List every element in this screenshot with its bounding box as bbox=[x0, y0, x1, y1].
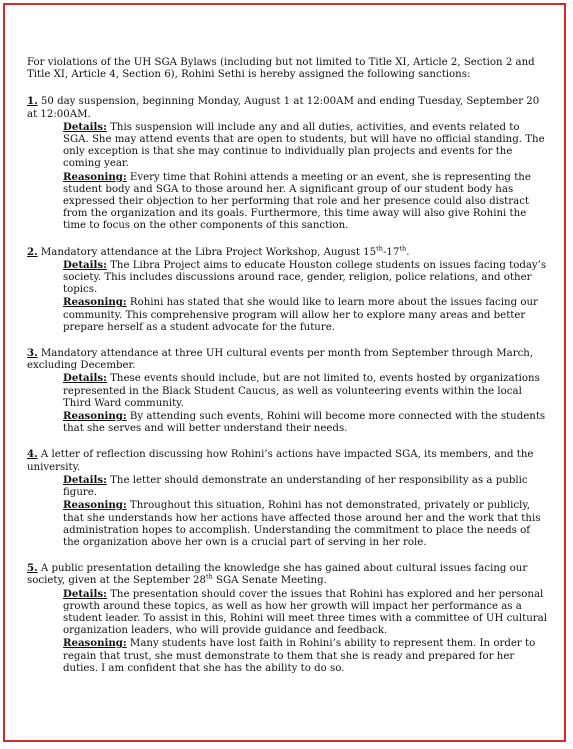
reasoning-paragraph bbox=[63, 637, 547, 675]
reasoning-label: Reasoning: bbox=[63, 296, 127, 309]
details-text: These events should include, but are not limited to, events hosted by organizations represented in the Black Student Caucus, as well as volunteering events within the local Third Ward community. bbox=[63, 373, 540, 409]
sanction-heading bbox=[27, 347, 547, 372]
sanction-number: 4. bbox=[27, 448, 38, 461]
sanction-heading bbox=[27, 562, 547, 587]
details-paragraph bbox=[63, 372, 547, 410]
sanction-3 bbox=[27, 347, 547, 435]
details-label: Details: bbox=[63, 372, 107, 385]
sanction-title: Mandatory attendance at the Libra Project Workshop, August 15 bbox=[37, 246, 377, 258]
sanction-2 bbox=[27, 246, 547, 334]
sanction-heading bbox=[27, 448, 547, 473]
details-label: Details: bbox=[63, 587, 107, 600]
reasoning-paragraph bbox=[63, 296, 547, 334]
document-body bbox=[27, 57, 547, 688]
sanction-number: 1. bbox=[27, 95, 38, 108]
sanction-title: A letter of reflection discussing how Rohini’s actions have impacted SGA, its members, and the university. bbox=[27, 449, 534, 473]
details-text: This suspension will include any and all duties, activities, and events related to SGA. She may attend events that are open to students, but will have no official standing. The only exception is that she may continue to individually plan projects and events for the coming year. bbox=[63, 121, 545, 170]
reasoning-label: Reasoning: bbox=[63, 637, 127, 650]
reasoning-label: Reasoning: bbox=[63, 499, 127, 512]
sanction-5 bbox=[27, 562, 547, 675]
sanction-title: A public presentation detailing the knowledge she has gained about cultural issues facing our society, given at the September 28 bbox=[27, 563, 528, 587]
sanction-heading bbox=[27, 246, 547, 259]
sanction-heading bbox=[27, 95, 547, 120]
reasoning-paragraph bbox=[63, 171, 547, 233]
sanction-title: Mandatory attendance at three UH cultural events per month from September through March, excluding December. bbox=[27, 348, 534, 372]
details-paragraph bbox=[63, 474, 547, 499]
ordinal-suffix: th bbox=[205, 572, 213, 581]
reasoning-text: Throughout this situation, Rohini has not demonstrated, privately or publicly, that she understands how her actions have affected those around her and the work that this administration hopes to accomplish. Understanding the commitment to place the needs of the organization above her own is a crucial part of serving in her role. bbox=[63, 500, 541, 548]
sanction-4 bbox=[27, 448, 547, 549]
sanction-title: 50 day suspension, beginning Monday, August 1 at 12:00AM and ending Tuesday, September 20 at 12:00AM. bbox=[27, 96, 540, 120]
reasoning-label: Reasoning: bbox=[63, 410, 127, 423]
sanction-title-end: . bbox=[406, 246, 410, 258]
sanction-1 bbox=[27, 95, 547, 232]
ordinal-suffix: th bbox=[399, 244, 407, 253]
details-label: Details: bbox=[63, 258, 107, 271]
sanction-number: 5. bbox=[27, 562, 38, 575]
details-paragraph bbox=[63, 588, 547, 638]
reasoning-text: By attending such events, Rohini will become more connected with the students that she serves and will better understand their needs. bbox=[63, 411, 546, 435]
details-paragraph bbox=[63, 259, 547, 297]
reasoning-text: Many students have lost faith in Rohini’s ability to represent them. In order to regain that trust, she must demonstrate to them that she is ready and prepared for her duties. I am confident that she has the ability to do so. bbox=[63, 638, 536, 674]
sanction-number: 2. bbox=[27, 245, 38, 258]
intro-paragraph: For violations of the UH SGA Bylaws (including but not limited to Title XI, Article 2, Section 2 and Title XI, Article 4, Section 6), Rohini Sethi is hereby assigned the following sanctions: bbox=[27, 57, 535, 81]
details-text: The letter should demonstrate an understanding of her responsibility as a public figure. bbox=[63, 474, 528, 499]
sanction-title-range: -17 bbox=[382, 246, 400, 258]
sanction-title-end: SGA Senate Meeting. bbox=[212, 575, 327, 587]
details-paragraph bbox=[63, 121, 547, 171]
reasoning-label: Reasoning: bbox=[63, 170, 127, 183]
details-text: The Libra Project aims to educate Houston college students on issues facing today’s society. This includes discussions around race, gender, religion, police relations, and other topics. bbox=[63, 259, 547, 296]
details-label: Details: bbox=[63, 120, 107, 133]
reasoning-paragraph bbox=[63, 499, 547, 549]
ordinal-suffix: th bbox=[376, 244, 383, 253]
reasoning-paragraph bbox=[63, 410, 547, 435]
reasoning-text: Every time that Rohini attends a meeting or an event, she is representing the student body and SGA to those around her. A significant group of our student body has expressed their objection to her performing that role and her presence could also distract from the organization and its goals. Furthermore, this time away will also give Rohini the time to focus on the other components of this sanction. bbox=[63, 171, 531, 232]
reasoning-text: Rohini has stated that she would like to learn more about the issues facing our community. This comprehensive program will allow her to explore many areas and better prepare herself as a student advocate for the future. bbox=[63, 297, 538, 333]
sanction-number: 3. bbox=[27, 347, 38, 360]
details-label: Details: bbox=[63, 473, 107, 486]
details-text: The presentation should cover the issues that Rohini has explored and her personal growth around these topics, as well as how her growth will impact her performance as a student leader. To assist in this, Rohini will meet three times with a committee of UH cultural organization leaders, who will provide guidance and feedback. bbox=[63, 588, 547, 637]
